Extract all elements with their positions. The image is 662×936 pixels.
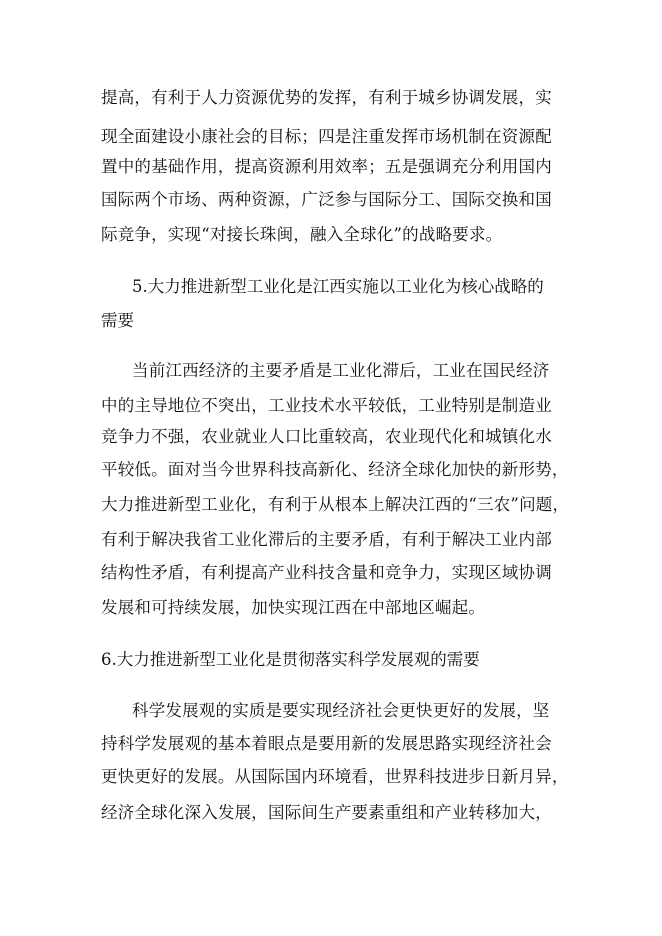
paragraph-line: 有利于解决我省工业化滞后的主要矛盾，有利于解决工业内部 [101,530,552,549]
paragraph-line: 现全面建设小康社会的目标；四是注重发挥市场机制在资源配 [101,127,552,146]
paragraph-line: 科学发展观的实质是要实现经济社会更快更好的发展，坚 [132,701,550,720]
paragraph-line: 发展和可持续发展，加快实现江西在中部地区崛起。 [101,598,486,617]
paragraph-line: 结构性矛盾，有利提高产业科技含量和竞争力，实现区域协调 [101,563,552,582]
paragraph-line: 当前江西经济的主要矛盾是工业化滞后，工业在国民经济 [132,361,550,380]
paragraph-line: 提高，有利于人力资源优势的发挥，有利于城乡协调发展，实 [101,88,552,107]
section-heading: 5.大力推进新型工业化是江西实施以工业化为核心战略的 [132,277,544,296]
paragraph-line: 更快更好的发展。从国际国内环境看，世界科技进步日新月异， [101,767,569,786]
section-heading: 6.大力推进新型工业化是贯彻落实科学发展观的需要 [101,650,480,669]
paragraph-line: 置中的基础作用，提高资源利用效率；五是强调充分利用国内 [101,157,552,176]
paragraph-line: 大力推进新型工业化，有利于从根本上解决江西的“三农”问题， [101,495,570,514]
paragraph-line: 际竞争，实现“对接长珠闽，融入全球化”的战略要求。 [101,225,503,244]
paragraph-line: 持科学发展观的基本着眼点是要用新的发展思路实现经济社会 [101,734,552,753]
paragraph-line: 平较低。面对当今世界科技高新化、经济全球化加快的新形势， [101,460,569,479]
paragraph-line: 竞争力不强，农业就业人口比重较高，农业现代化和城镇化水 [101,427,552,446]
section-heading-continuation: 需要 [101,311,134,330]
paragraph-line: 经济全球化深入发展，国际间生产要素重组和产业转移加大， [101,803,552,822]
paragraph-line: 国际两个市场、两种资源，广泛参与国际分工、国际交换和国 [101,190,552,209]
paragraph-line: 中的主导地位不突出，工业技术水平较低，工业特别是制造业 [101,396,552,415]
